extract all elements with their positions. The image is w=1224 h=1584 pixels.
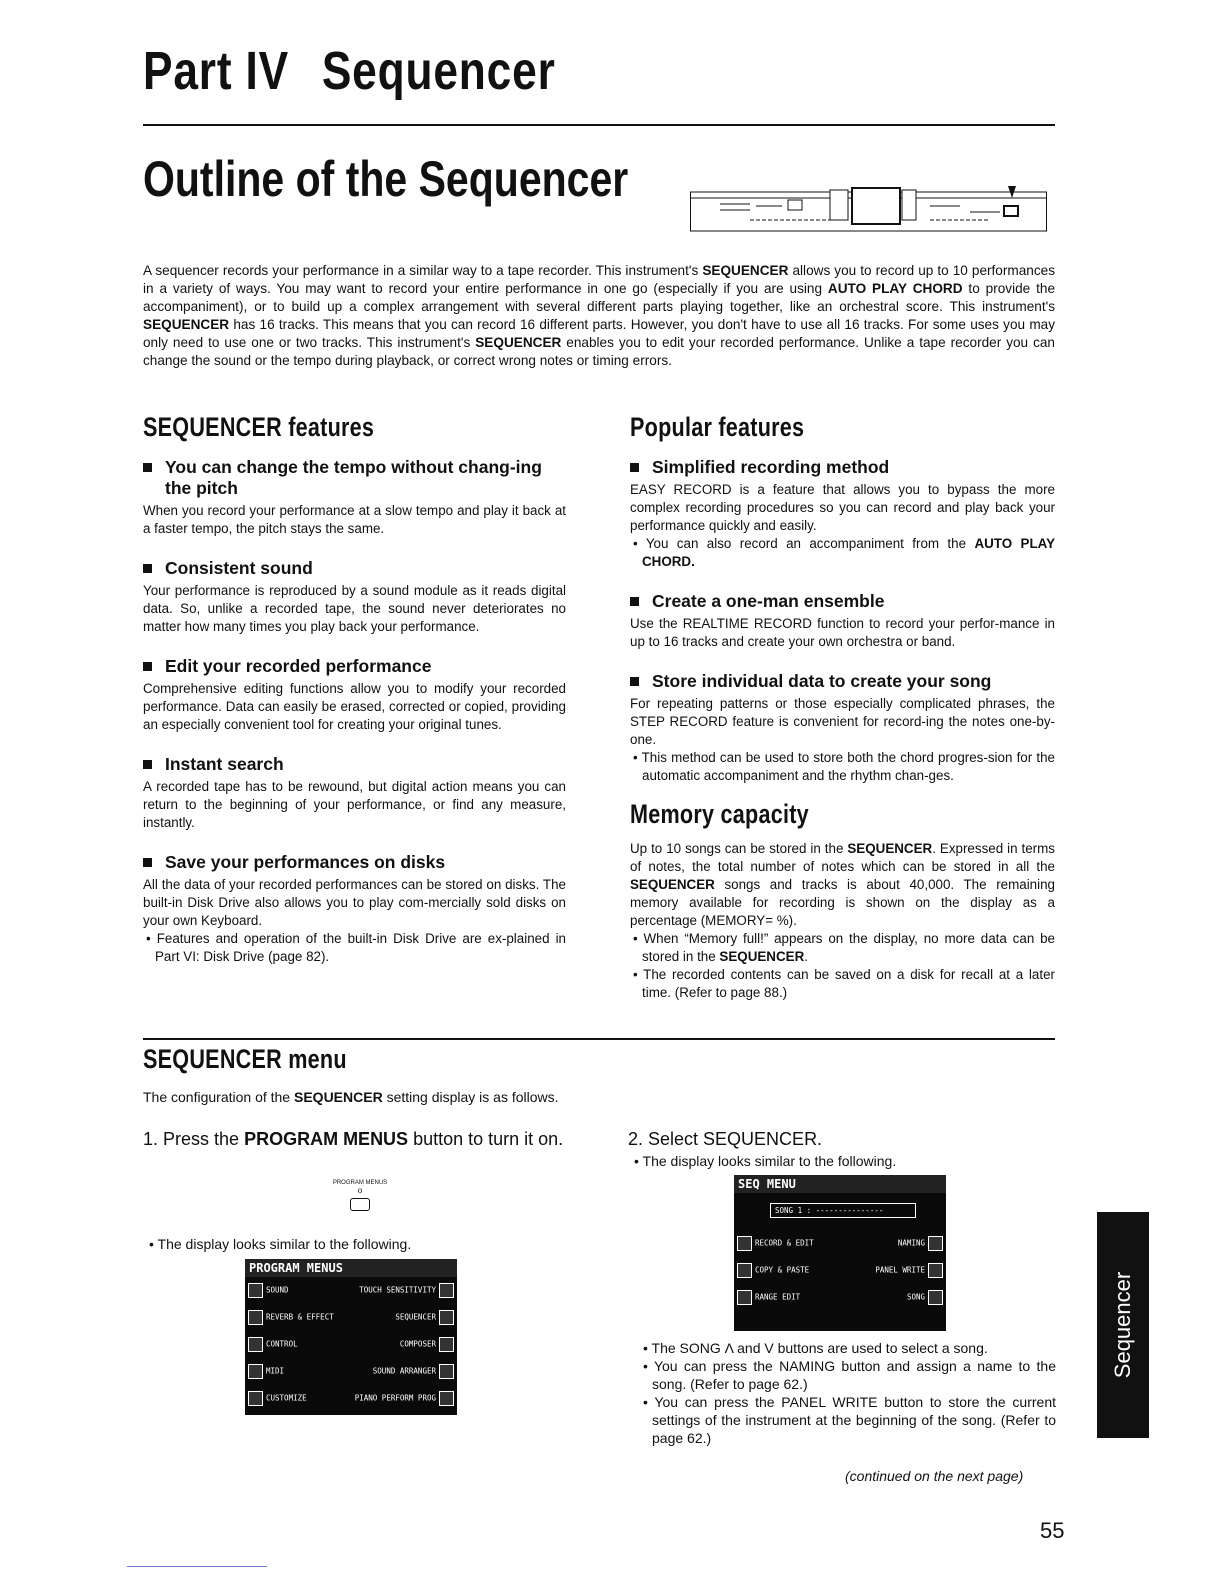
display-row[interactable]: RANGE EDIT SONG [734,1284,946,1311]
arranger-icon [439,1364,454,1379]
step2-bullet: • You can press the PANEL WRITE button to store the current settings of the instrument at the beginning of the song. (Refer to page 62.) [643,1394,1056,1446]
display-row[interactable]: CUSTOMIZE PIANO PERFORM PROG [245,1385,457,1412]
display-row[interactable]: CONTROL COMPOSER [245,1331,457,1358]
program-menus-display [245,1259,457,1415]
feature-bullet: • You can also record an accompaniment from the AUTO PLAY CHORD. [633,536,1055,569]
feature-title: Save your performances on disks [143,852,566,873]
write-icon [928,1263,943,1278]
piano-icon [439,1391,454,1406]
page-number: 55 [1040,1518,1065,1543]
program-menus-button[interactable] [350,1198,370,1211]
display-row[interactable]: COPY & PASTE PANEL WRITE [734,1257,946,1284]
feature-title: Edit your recorded performance [143,656,566,677]
feature-text: Your performance is reproduced by a sound module as it reads digital data. So, unlike a recorded tape, the sound never deteriorates no matter how many times you play back your performance. [143,583,566,634]
display-title: PROGRAM MENUS [245,1259,457,1277]
sequencer-icon [439,1310,454,1325]
step-1: 1. Press the PROGRAM MENUS button to turn it on. [143,1129,564,1149]
customize-icon [248,1391,263,1406]
continued-note: (continued on the next page) [845,1468,1024,1484]
reverb-icon [248,1310,263,1325]
step2-bullet: • The SONG Λ and V buttons are used to select a song. [643,1340,988,1356]
touch-icon [439,1283,454,1298]
midi-icon [248,1364,263,1379]
step2-note: • The display looks similar to the following. [634,1153,897,1169]
feature-text: Comprehensive editing functions allow you to modify your recorded performance. Data can easily be erased, corrected or copied, providing an especially convenient tool for creating your original tunes. [143,681,566,732]
sound-icon [248,1283,263,1298]
button-label: PROGRAM MENUS [332,1180,388,1186]
copy-icon [737,1263,752,1278]
side-tab-label: Sequencer [1110,1271,1135,1379]
memory-bullet: • When “Memory full!” appears on the display, no more data can be stored in the SEQUENCER. [633,931,1055,964]
title-rule [143,124,1055,126]
feature-text: When you record your performance at a slow tempo and play it back at a faster tempo, the pitch stays the same. [143,503,566,536]
record-icon [737,1236,752,1251]
popular-features-heading: Popular features [630,412,805,442]
song-field[interactable]: SONG 1 : --------------- [770,1203,916,1218]
memory-capacity-heading: Memory capacity [630,799,809,829]
step2-bullet: • You can press the NAMING button and assign a name to the song. (Refer to page 62.) [643,1358,1056,1392]
feature-title: Store individual data to create your song [630,671,1055,692]
memory-bullet: • The recorded contents can be saved on a disk for recall at a later time. (Refer to page 88.) [633,967,1055,1000]
step2-bullets [640,1339,1056,1447]
feature-bullet: • Features and operation of the built-in Disk Drive are ex-plained in Part VI: Disk Drive (page 82). [146,931,566,964]
range-icon [737,1290,752,1305]
sequencer-features-column [143,412,566,986]
control-icon [248,1337,263,1352]
feature-text: All the data of your recorded performances can be stored on disks. The built-in Disk Drive also allows you to play com-mercially sold disks on your own Keyboard. [143,877,566,928]
part-label: Part IV [143,41,290,101]
feature-title: You can change the tempo without chang-ing the pitch [143,457,566,499]
feature-text: Use the REALTIME RECORD function to record your perfor-mance in up to 16 tracks and create your own orchestra or band. [630,616,1055,649]
step1-note: • The display looks similar to the following. [149,1236,412,1252]
feature-title: Instant search [143,754,566,775]
song-icon [928,1290,943,1305]
page-title: Outline of the Sequencer [143,151,629,207]
display-row[interactable]: SOUND TOUCH SENSITIVITY [245,1277,457,1304]
sequencer-menu-heading: SEQUENCER menu [143,1044,347,1074]
display-row[interactable]: RECORD & EDIT NAMING [734,1230,946,1257]
intro-paragraph: A sequencer records your performance in a similar way to a tape recorder. This instrument's SEQUENCER allows you to record up to 10 performances in a variety of ways. You may want to record your entire performance in one go (especially if you are using AUTO PLAY CHORD to provide the accompaniment), or to build up a complex arrangement with several different parts playing together, like an orchestral score. This instrument's SEQUENCER has 16 tracks. This means that you can record 16 different parts. However, you don't have to use all 16 tracks. For some uses you may only need to use one or two tracks. This instrument's SEQUENCER enables you to edit your recorded performance. Unlike a tape recorder you can change the sound or the tempo during playback, or correct wrong notes or timing errors. [143,263,1056,368]
footer-line [127,1566,267,1567]
step-2: 2. Select SEQUENCER. [628,1129,823,1149]
feature-text: EASY RECORD is a feature that allows you to bypass the more complex recording procedures so you can record and play back your performance quickly and easily. [630,482,1055,533]
popular-features-column [630,412,1055,1002]
naming-icon [928,1236,943,1251]
feature-text: A recorded tape has to be rewound, but digital action means you can return to the beginning of your performance, or find any measure, instantly. [143,779,566,830]
part-title [143,40,556,102]
menu-description: The configuration of the SEQUENCER setting display is as follows. [143,1089,559,1105]
feature-title: Consistent sound [143,558,566,579]
feature-bullet: • This method can be used to store both the chord progres-sion for the automatic accompaniment and the rhythm chan-ges. [633,750,1055,783]
display-title: SEQ MENU [734,1175,946,1193]
feature-title: Simplified recording method [630,457,1055,478]
seq-menu-display [734,1175,946,1331]
program-menus-button-diagram: PROGRAM MENUS o [330,1180,390,1211]
display-row[interactable]: REVERB & EFFECT SEQUENCER [245,1304,457,1331]
composer-icon [439,1337,454,1352]
part-name: Sequencer [321,41,556,101]
feature-title: Create a one-man ensemble [630,591,1055,612]
display-row[interactable]: MIDI SOUND ARRANGER [245,1358,457,1385]
sequencer-features-heading: SEQUENCER features [143,412,375,442]
memory-text: Up to 10 songs can be stored in the SEQUENCER. Expressed in terms of notes, the total number of notes which can be stored in all the SEQUENCER songs and tracks is about 40,000. The remaining memory available for recording is shown on the display as a percentage (MEMORY= %). [630,841,1055,928]
keyboard-panel-diagram [690,186,1047,232]
section-rule [143,1038,1055,1040]
sequencer-side-tab [1097,1212,1149,1438]
feature-text: For repeating patterns or those especially complicated phrases, the STEP RECORD feature is convenient for record-ing the notes one-by-one. [630,696,1055,747]
